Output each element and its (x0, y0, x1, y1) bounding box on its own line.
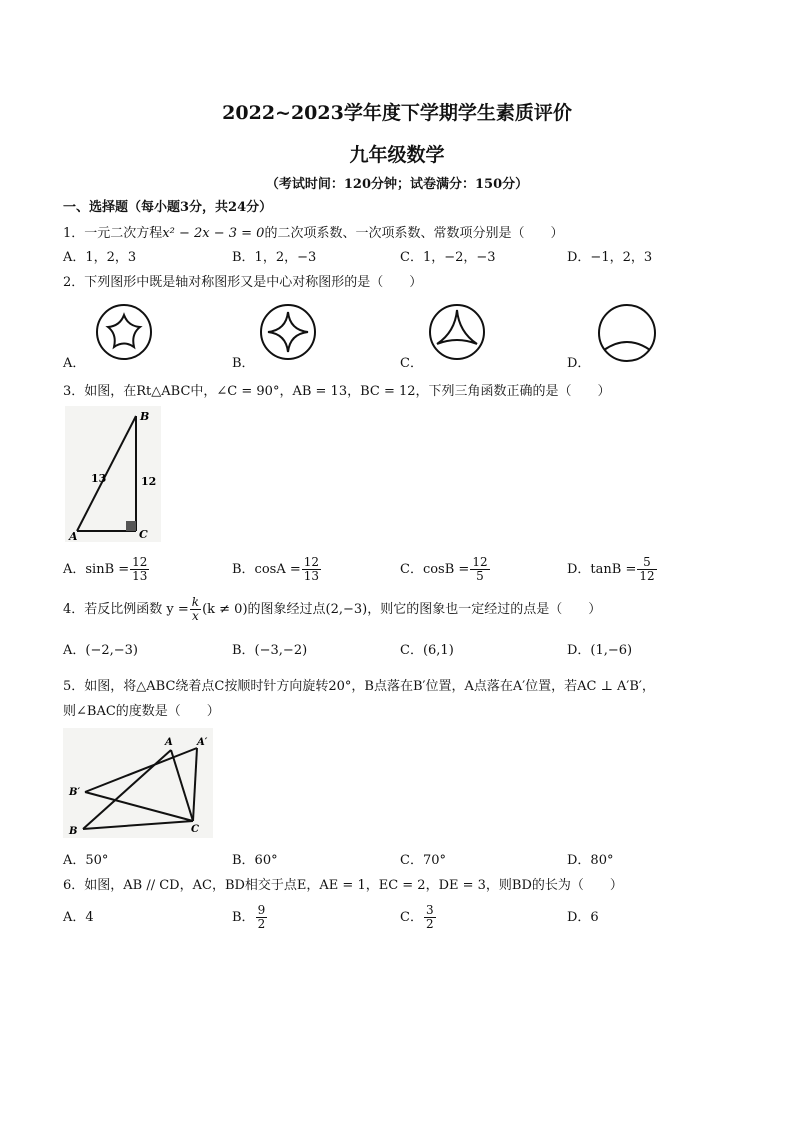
question-6-stem: 6．如图，AB // CD，AC，BD相交于点E，AE = 1，EC = 2，DE = 3，则BD的长为（ ） (63, 878, 623, 893)
q3-option-c[interactable]: C．cosB = $\frac{12}{5}$ (400, 555, 488, 583)
question-4-stem: 4．若反比例函数 y = $\frac{k}{x}$ (k ≠ 0)的图象经过点(2,−3)，则它的图象也一定经过的点是（ ） (63, 595, 602, 623)
vertex-label-a: A (69, 530, 78, 543)
q1-option-d[interactable]: D．−1，2，3 (567, 250, 653, 265)
vertex-label-a: A (165, 737, 173, 748)
q2-option-d[interactable]: D． (567, 356, 591, 371)
vertex-label-b: B (69, 826, 78, 837)
vertex-label-c: C (191, 824, 199, 835)
question-3-stem: 3．如图，在Rt△ABC中，∠C = 90°，AB = 13，BC = 12，下列三角函数正确的是（ ） (63, 384, 611, 399)
q4-option-b[interactable]: B．(−3,−2) (232, 643, 308, 658)
q2-option-c[interactable]: C． (400, 356, 423, 371)
rotation-triangle-figure (63, 728, 213, 838)
vertex-label-b: B (140, 410, 150, 423)
question-2-stem: 2．下列图形中既是轴对称图形又是中心对称图形的是（ ） (63, 275, 423, 290)
q6-option-d[interactable]: D．6 (567, 910, 599, 925)
q5-option-a[interactable]: A．50° (63, 853, 109, 868)
q4-option-c[interactable]: C．(6,1) (400, 643, 454, 658)
vertex-label-c: C (139, 528, 148, 541)
exam-subtitle: 九年级数学 (349, 144, 445, 166)
q4-option-a[interactable]: A．(−2,−3) (63, 643, 138, 658)
side-label-ab: 13 (91, 472, 107, 485)
q4-option-d[interactable]: D．(1,−6) (567, 643, 633, 658)
q1-option-c[interactable]: C．1，−2，−3 (400, 250, 496, 265)
q6-option-a[interactable]: A．4 (63, 910, 94, 925)
q3-option-a[interactable]: A．sinB = $\frac{12}{13}$ (63, 555, 148, 583)
vertex-label-a-prime: A′ (197, 737, 208, 748)
q3-option-b[interactable]: B．cosA = $\frac{12}{13}$ (232, 555, 320, 583)
side-label-bc: 12 (141, 475, 157, 488)
exam-info: （考试时间：120分钟；试卷满分：150分） (265, 177, 529, 192)
circle-star-figure-a (94, 302, 154, 362)
q2-option-b[interactable]: B． (232, 356, 255, 371)
q6-option-b[interactable]: B． $\frac{9}{2}$ (232, 903, 266, 931)
q1-option-b[interactable]: B．1，2，−3 (232, 250, 317, 265)
q2-option-a[interactable]: A． (63, 356, 86, 371)
question-5-stem-line1: 5．如图，将△ABC绕着点C按顺时针方向旋转20°，B点落在B′位置，A点落在A′位置，若AC ⊥ A′B′， (63, 679, 655, 694)
exam-title: 2022~2023学年度下学期学生素质评价 (222, 102, 572, 124)
circle-arc-figure-d (596, 302, 658, 364)
q6-option-c[interactable]: C． $\frac{3}{2}$ (400, 903, 434, 931)
q3-option-d[interactable]: D．tanB = $\frac{5}{12}$ (567, 555, 655, 583)
vertex-label-b-prime: B′ (69, 787, 81, 798)
right-triangle-figure (63, 404, 163, 544)
q1-option-a[interactable]: A．1，2，3 (63, 250, 137, 265)
q5-option-d[interactable]: D．80° (567, 853, 614, 868)
question-1-stem: 1．一元二次方程x² − 2x − 3 = 0的二次项系数、一次项系数、常数项分别是（ ） (63, 226, 564, 241)
q5-option-b[interactable]: B．60° (232, 853, 278, 868)
circle-four-arc-figure-b (258, 302, 318, 362)
question-5-stem-line2: 则∠BAC的度数是（ ） (63, 704, 220, 719)
section-heading: 一、选择题（每小题3分，共24分） (63, 200, 273, 215)
circle-three-arc-figure-c (427, 302, 487, 362)
q5-option-c[interactable]: C．70° (400, 853, 446, 868)
